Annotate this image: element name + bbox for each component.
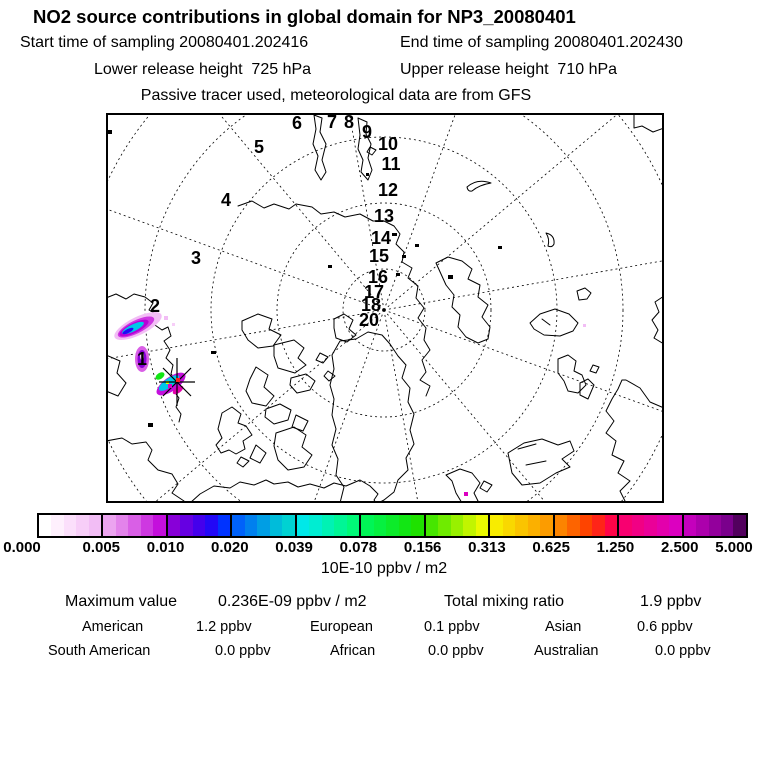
colorbar-ticks [0,539,768,559]
colorbar-cell [282,515,294,536]
region-label: Asian [545,619,582,635]
region-value: 0.0 ppbv [428,643,484,659]
colorbar-cell [515,515,527,536]
meridian-line [384,310,664,503]
trajectory-point-label: 5 [253,137,265,157]
colorbar-cell [669,515,681,536]
colorbar-tick-label: 0.020 [211,539,249,556]
trajectory-point-label: 12 [377,180,399,200]
trajectory-point-label: 4 [220,190,232,210]
colorbar-cell [490,515,502,536]
colorbar-cell [193,515,205,536]
colorbar-tick-label: 0.078 [339,539,378,556]
colorbar-cell [89,515,101,536]
colorbar-segment [101,515,165,536]
region-value: 1.2 ppbv [196,619,252,635]
trajectory-point-label: 10 [377,134,399,154]
trajectory-point-label: 20 [358,310,380,330]
trajectory-point-label: 3 [190,248,202,268]
no2-spot-south [464,492,468,496]
colorbar-segment [166,515,230,536]
colorbar-cell [451,515,463,536]
region-value: 0.6 ppbv [637,619,693,635]
colorbar-cell [218,515,230,536]
colorbar-cell [463,515,475,536]
no2-plumes [111,307,586,496]
trajectory-point-label: 9 [361,122,373,142]
colorbar-cell [141,515,153,536]
trajectory-point-label: 1 [136,349,148,369]
colorbar-cell [245,515,257,536]
colorbar-cell [684,515,696,536]
end-time-label: End time of sampling 20080401.202430 [400,34,683,51]
polar-map [106,113,664,503]
colorbar-cell [632,515,644,536]
colorbar-cell [528,515,540,536]
region-value: 0.0 ppbv [655,643,711,659]
region-label: African [330,643,376,659]
colorbar-cell [540,515,552,536]
colorbar-tick-label: 0.039 [275,539,313,556]
colorbar-cell [580,515,592,536]
region-label: European [310,619,373,635]
trajectory-point-label: 11 [381,154,401,174]
colorbar-segment [39,515,101,536]
start-time-label: Start time of sampling 20080401.202416 [20,34,309,51]
colorbar [37,513,748,538]
region-label: South American [48,643,151,659]
region-label: American [82,619,144,635]
colorbar-cell [116,515,128,536]
colorbar-segment [617,515,681,536]
colorbar-tick-label: 0.000 [3,539,41,556]
colorbar-cell [180,515,192,536]
colorbar-cell [270,515,282,536]
colorbar-cell [361,515,373,536]
meridian-line [384,310,664,503]
trajectory-point-label: 13 [373,206,395,226]
colorbar-tick-label: 0.005 [82,539,121,556]
colorbar-cell [399,515,411,536]
no2-spot-east [583,324,586,327]
figure-title: NO2 source contributions in global domain for NP3_20080401 [33,6,576,27]
colorbar-cell [257,515,269,536]
trajectory-point-label: 17 [363,282,385,302]
colorbar-cell [657,515,669,536]
colorbar-cell [503,515,515,536]
region-label: Australian [534,643,599,659]
colorbar-tick-label: 2.500 [660,539,699,556]
marker-magenta-dot [168,384,172,388]
lower-release-label: Lower release height 725 hPa [94,61,312,78]
upper-release-label: Upper release height 710 hPa [400,61,618,78]
colorbar-cell [426,515,438,536]
colorbar-cell [205,515,217,536]
colorbar-cell [334,515,346,536]
colorbar-segment [359,515,423,536]
colorbar-cell [386,515,398,536]
colorbar-tick-label: 1.250 [596,539,635,556]
colorbar-cell [39,515,51,536]
trajectory-labels [137,113,401,369]
colorbar-cell [592,515,604,536]
colorbar-cell [438,515,450,536]
colorbar-tick-label: 0.313 [468,539,506,556]
region-value: 0.0 ppbv [215,643,271,659]
tracer-note: Passive tracer used, meteorological data are from GFS [140,87,532,104]
trajectory-point-label: 15 [368,246,390,266]
colorbar-cell [619,515,631,536]
colorbar-cell [128,515,140,536]
colorbar-cell [297,515,309,536]
colorbar-cell [103,515,115,536]
colorbar-cell [644,515,656,536]
colorbar-segment [682,515,746,536]
colorbar-cell [64,515,76,536]
colorbar-cell [476,515,488,536]
colorbar-cell [374,515,386,536]
colorbar-segment [230,515,294,536]
colorbar-tick-label: 0.156 [403,539,442,556]
colorbar-segment [295,515,359,536]
trajectory-point-label: 14 [370,228,392,248]
station-marker [159,358,195,406]
meridian-line [106,310,384,503]
colorbar-cell [168,515,180,536]
colorbar-cell [322,515,334,536]
total-mixing-ratio-label: Total mixing ratio [444,593,565,610]
maximum-label: Maximum value [65,593,178,610]
colorbar-cell [411,515,423,536]
meridian-line [384,206,664,310]
trajectory-point-label: 2 [149,296,161,316]
total-mixing-ratio-value: 1.9 ppbv [640,593,702,610]
colorbar-cell [733,515,745,536]
trajectory-point-label: 6 [291,113,303,133]
colorbar-segment [553,515,617,536]
trajectory-point-label: 16 [367,267,389,287]
colorbar-cell [347,515,359,536]
maximum-value: 0.236E-09 ppbv / m2 [218,593,367,610]
colorbar-segment [424,515,488,536]
colorbar-cell [76,515,88,536]
colorbar-cell [153,515,165,536]
colorbar-tick-label: 0.010 [146,539,185,556]
colorbar-cell [605,515,617,536]
colorbar-cell [696,515,708,536]
region-value: 0.1 ppbv [424,619,480,635]
trajectory-point-label: 8 [343,113,355,132]
colorbar-cells [39,515,746,536]
colorbar-cell [709,515,721,536]
marker-center-dot [176,378,180,382]
colorbar-cell [721,515,733,536]
colorbar-cell [555,515,567,536]
colorbar-cell [567,515,579,536]
colorbar-tick-label: 5.000 [715,539,753,556]
colorbar-tick-label: 0.625 [532,539,570,556]
colorbar-cell [51,515,63,536]
trajectory-point-label: 18 [360,295,382,315]
colorbar-segment [488,515,552,536]
colorbar-cell [232,515,244,536]
colorbar-unit: 10E-10 ppbv / m2 [320,560,448,577]
colorbar-cell [309,515,321,536]
trajectory-point-label: 7 [326,113,338,132]
